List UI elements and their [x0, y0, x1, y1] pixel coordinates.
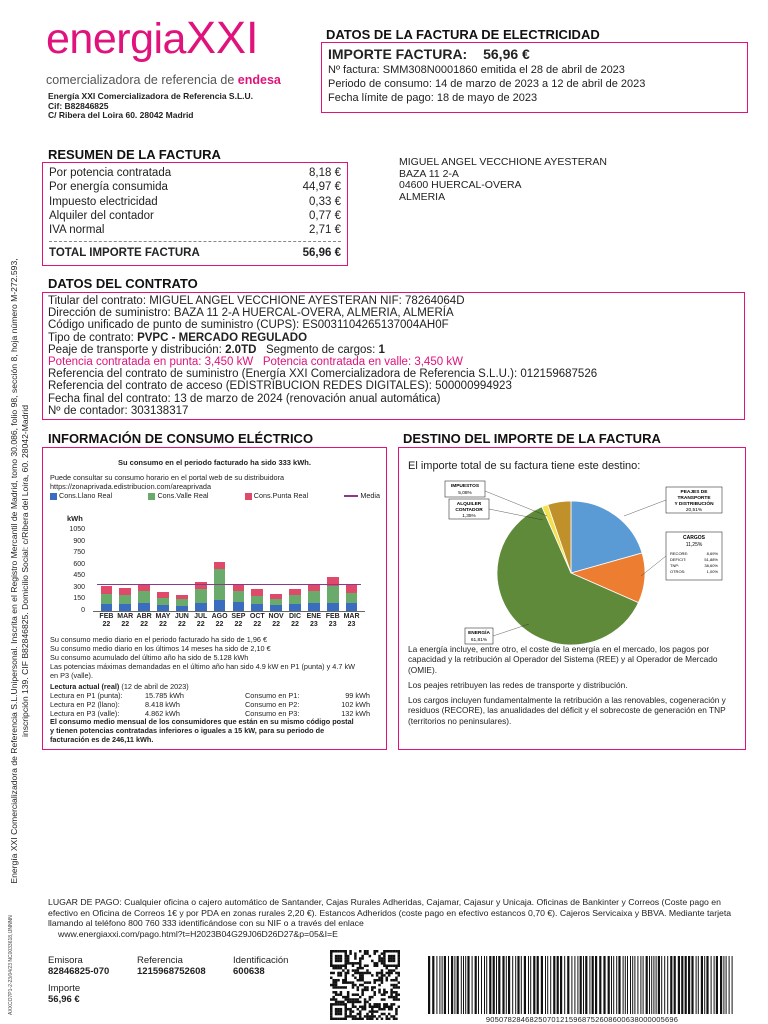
bar-cons-llano-real-3 — [157, 605, 169, 611]
bar-cons-llano-real-10 — [289, 604, 301, 611]
media-line — [97, 584, 361, 585]
x-tick-label: OCT 22 — [249, 613, 265, 628]
x-tick-label: SEP 22 — [231, 613, 246, 628]
invoice-due-date: Fecha límite de pago: 18 de mayo de 2023 — [328, 92, 538, 104]
x-axis — [93, 611, 365, 612]
bar-cons-valle-real-9 — [270, 599, 282, 604]
svg-text:20,51%: 20,51% — [685, 508, 703, 513]
bar-cons-llano-real-13 — [346, 603, 358, 611]
customer-address — [399, 157, 607, 203]
y-tick-label: 450 — [73, 572, 85, 580]
y-tick-label: 300 — [73, 583, 85, 591]
bar-cons-valle-real-4 — [176, 599, 188, 605]
cargos-detail-label: OTROS: — [670, 569, 686, 574]
payment-importe: Importe 56,96 € — [48, 983, 81, 1005]
destination-title: DESTINO DEL IMPORTE DE LA FACTURA — [403, 431, 661, 446]
invoice-header: DATOS DE LA FACTURA DE ELECTRICIDAD — [326, 27, 600, 42]
cargos-detail-value: 8,69% — [706, 551, 718, 556]
logo-brand-energia: energia — [46, 15, 186, 63]
reading-row: Lectura en P2 (llano): 8.418 kWh Consumo en P2: 102 kWh — [50, 700, 370, 709]
svg-text:ENERGÍA: ENERGÍA — [468, 631, 490, 636]
address-street: BAZA 11 2-A — [399, 167, 459, 180]
legend-punta: Cons.Punta Real — [245, 491, 308, 500]
y-tick-label: 900 — [73, 537, 85, 545]
y-tick-label: 0 — [81, 607, 85, 614]
cargos-detail-label: DEFICIT: — [670, 557, 687, 562]
pie-label-energia — [465, 624, 529, 644]
bar-cons-llano-real-0 — [101, 604, 113, 611]
reading-row: Lectura en P1 (punta): 15.785 kWh Consumo en P1: 99 kWh — [50, 691, 370, 700]
bar-cons-llano-real-8 — [251, 604, 263, 611]
x-tick-label: JUL 22 — [194, 613, 208, 628]
legend-llano: Cons.Llano Real — [50, 491, 112, 500]
bar-cons-punta-real-11 — [308, 584, 320, 591]
summary-row: Alquiler del contador 0,77 € — [49, 209, 341, 222]
contract-title: DATOS DEL CONTRATO — [48, 276, 198, 291]
logo — [46, 12, 306, 87]
company-cif: Cif: B82846825 — [48, 100, 109, 111]
y-tick-label: 150 — [73, 595, 85, 603]
bar-cons-punta-real-0 — [101, 586, 113, 593]
consumption-footer-1: El consumo medio mensual de los consumidores que están en su mismo código postal — [50, 717, 354, 726]
logo-brand-xxi: XXI — [185, 12, 259, 63]
bar-cons-llano-real-9 — [270, 605, 282, 611]
invoice-box — [321, 42, 748, 113]
y-tick-label: 600 — [73, 560, 85, 568]
logo-endesa: endesa — [237, 73, 281, 87]
y-tick-label: 750 — [73, 549, 85, 557]
address-province: ALMERIA — [399, 190, 446, 203]
bar-cons-valle-real-8 — [251, 596, 263, 605]
cargos-detail-value: 51,88% — [704, 557, 718, 562]
x-tick-label: ENE 23 — [306, 613, 322, 628]
consumption-box — [42, 447, 387, 750]
side-legal-text: Energía XXI Comercializadora de Referencia S.L.Unipersonal. Inscrita en el Registro Mercantil de Madrid, tomo 30.086, folio 98, sección 8, hoja número M-272.593, inscripción 139. CIF B82846825. Domicilio Social: c/Ribera del Loira, 60. 28042-Madrid — [9, 258, 30, 884]
consumption-title: INFORMACIÓN DE CONSUMO ELÉCTRICO — [48, 431, 314, 446]
barcode-number: 90507828468250701215968752608600638000005696 — [485, 1015, 679, 1024]
bar-cons-llano-real-1 — [119, 604, 131, 611]
summary-row: Por energía consumida 44,97 € — [49, 181, 341, 194]
contract-power: Potencia contratada en punta: 3,450 kW Potencia contratada en valle: 3,450 kW — [48, 356, 463, 369]
bar-cons-valle-real-12 — [327, 586, 339, 604]
payment-link[interactable]: www.energiaxxi.com/pago.html?t=H2023B04G29J06D26D27&p=05&I=E — [58, 928, 338, 939]
bar-cons-llano-real-5 — [195, 603, 207, 611]
invoice-number: Nº factura: SMM308N0001860 emitida el 28 de abril de 2023 — [328, 64, 625, 76]
x-tick-label: AGO 22 — [211, 613, 228, 628]
contract-cups: Código unificado de punto de suministro (CUPS): ES0031104265137004AH0F — [48, 319, 449, 332]
reading-title: Lectura actual (real) — [50, 682, 120, 691]
cargos-detail-label: RECORE: — [670, 551, 689, 556]
bar-cons-llano-real-11 — [308, 603, 320, 611]
summary-total-label: TOTAL IMPORTE FACTURA — [49, 247, 200, 260]
contract-supply-address: Dirección de suministro: BAZA 11 2-A HUERCAL-OVERA, ALMERIA, ALMERÍA — [48, 307, 454, 320]
x-tick-label: DIC 22 — [288, 613, 302, 628]
qr-code — [330, 950, 400, 1020]
y-tick-label: 1050 — [69, 526, 85, 533]
svg-text:61,81%: 61,81% — [470, 638, 488, 643]
svg-text:TRANSPORTE: TRANSPORTE — [677, 496, 711, 501]
x-tick-label: MAR 23 — [343, 613, 360, 628]
company-name: Energía XXI Comercializadora de Referencia S.L.U. — [48, 91, 254, 101]
bar-cons-valle-real-10 — [289, 595, 301, 604]
bar-cons-punta-real-9 — [270, 594, 282, 599]
x-tick-label: ABR 22 — [136, 613, 152, 628]
bar-cons-llano-real-6 — [214, 600, 226, 611]
company-info — [48, 92, 253, 121]
bar-cons-punta-real-3 — [157, 592, 169, 598]
summary-row: Por potencia contratada 8,18 € — [49, 167, 341, 179]
logo-tagline: comercializadora de referencia de — [46, 73, 238, 87]
cargos-detail-value: 1,00% — [706, 569, 718, 574]
bar-cons-punta-real-1 — [119, 588, 131, 595]
summary-total-value: 56,96 € — [302, 247, 341, 260]
pie-label-peajes — [624, 487, 722, 516]
svg-text:1,35%: 1,35% — [462, 514, 476, 519]
invoice-period: Periodo de consumo: 14 de marzo de 2023 a 12 de abril de 2023 — [328, 78, 646, 90]
contract-toll: Peaje de transporte y distribución: 2.0TD Segmento de cargos: 1 — [48, 343, 385, 356]
x-tick-label: MAY 22 — [155, 613, 171, 628]
address-name: MIGUEL ANGEL VECCHIONE AYESTERAN — [399, 156, 607, 168]
summary-row: Impuesto electricidad 0,33 € — [49, 195, 341, 208]
reading-date: (12 de abril de 2023) — [119, 682, 189, 691]
destination-text-tolls: Los peajes retribuyen las redes de transporte y distribución. — [408, 679, 628, 690]
svg-text:CARGOS: CARGOS — [683, 535, 705, 541]
summary-box — [42, 162, 348, 266]
bar-cons-punta-real-6 — [214, 562, 226, 570]
bar-cons-valle-real-1 — [119, 595, 131, 604]
invoice-amount-label: IMPORTE FACTURA: — [328, 46, 468, 62]
bar-cons-llano-real-2 — [138, 603, 150, 611]
summary-title: RESUMEN DE LA FACTURA — [48, 147, 221, 162]
legend-valle: Cons.Valle Real — [148, 491, 208, 500]
payment-emisora: Emisora 82846825-070 — [48, 955, 110, 977]
bar-cons-punta-real-13 — [346, 585, 358, 593]
contract-access-ref: Referencia del contrato de acceso (EDISTRIBUCION REDES DIGITALES): 500000994923 — [48, 380, 512, 393]
consumption-headline: Su consumo en el periodo facturado ha sido 333 kWh. — [118, 458, 311, 467]
bar-cons-punta-real-10 — [289, 589, 301, 595]
contract-type: Tipo de contrato: PVPC - MERCADO REGULADO — [48, 331, 308, 344]
bar-cons-valle-real-5 — [195, 589, 207, 604]
svg-text:CONTADOR: CONTADOR — [455, 508, 483, 513]
contract-end-date: Fecha final del contrato: 13 de marzo de 2024 (renovación anual automática) — [48, 392, 441, 405]
svg-text:11,25%: 11,25% — [685, 542, 703, 548]
bar-cons-valle-real-11 — [308, 591, 320, 603]
contract-holder: Titular del contrato: MIGUEL ANGEL VECCHIONE AYESTERAN NIF: 78264064D — [48, 295, 465, 307]
barcode — [426, 956, 738, 1024]
bar-cons-valle-real-7 — [233, 591, 245, 603]
payment-info — [48, 897, 743, 939]
consumption-footer-3: facturación es de 246,11 kWh. — [50, 735, 154, 744]
consumption-footer-2: y tienen potencias contratadas inferiores o iguales a 15 kW, para su periodo de — [50, 726, 325, 735]
destination-pie-chart — [399, 476, 745, 666]
consumption-note: en P3 (valle). — [50, 671, 93, 680]
cargos-detail-value: 38,60% — [704, 563, 718, 568]
consumption-bar-chart — [43, 448, 388, 648]
reading-row: Lectura en P3 (valle): 4.862 kWh Consumo en P3: 132 kWh — [50, 709, 370, 718]
destination-text-charges: Los cargos incluyen fundamentalmente la retribución a las renovables, cogeneración y residuos (RECORE), las anualidades del déficit y el sobrecoste de generación en TNP (territorios no peninsulares). — [408, 695, 726, 726]
side-code-text: AXXCO7P1-2-23/04/23 NC0033618,IJNNNN — [8, 915, 14, 1015]
bar-cons-punta-real-5 — [195, 582, 207, 589]
x-tick-label: FEB 23 — [325, 613, 340, 628]
x-tick-label: MAR 22 — [117, 613, 134, 628]
contract-box — [42, 292, 745, 420]
svg-text:5,08%: 5,08% — [458, 491, 472, 496]
destination-intro: El importe total de su factura tiene este destino: — [408, 460, 641, 472]
destination-box — [398, 447, 746, 750]
payment-referencia: Referencia 1215968752608 — [137, 955, 206, 977]
bar-cons-valle-real-0 — [101, 594, 113, 604]
svg-text:Y DISTRIBUCIÓN: Y DISTRIBUCIÓN — [674, 502, 714, 507]
consumption-note: Las potencias máximas demandadas en el último año han sido 4.9 kW en P1 (punta) y 4.7 kW — [50, 662, 356, 671]
consumption-intro: Puede consultar su consumo horario en el portal web de su distribuidora — [50, 473, 285, 482]
x-tick-label: JUN 22 — [174, 613, 189, 628]
bar-cons-punta-real-8 — [251, 589, 263, 595]
svg-text:PEAJES DE: PEAJES DE — [680, 490, 708, 495]
consumption-intro-link[interactable]: https://zonaprivada.edistribucion.com/areaprivada — [50, 482, 212, 491]
legend-media: Media — [344, 491, 380, 500]
bar-cons-valle-real-3 — [157, 598, 169, 605]
payment-identificacion: Identificación 600638 — [233, 955, 289, 977]
bar-cons-valle-real-2 — [138, 591, 150, 603]
company-address: C/ Ribera del Loira 60. 28042 Madrid — [48, 110, 194, 120]
consumption-note: Su consumo medio diario en los últimos 14 meses ha sido de 2,10 € — [50, 644, 271, 653]
x-tick-label: NOV 22 — [268, 613, 284, 628]
invoice-amount-value: 56,96 € — [483, 46, 530, 62]
payment-text: LUGAR DE PAGO: Cualquier oficina o cajero automático de Santander, Cajas Rurales Adheridas, Cajamar, Cajasur y Unicaja. Oficinas de Bankinter y Correos (Coste pago en efectivo en Oficina de Correos 1€ y por PDA en zonas rurales 2,20 €). Estancos Adheridos (coste pago en efectivo estancos 0,70 €). Cajeros Servicaixa y BBVA. Mediante tarjeta llamando al teléfono 800 760 333 identificándose con su NIF o a través del enlace — [48, 897, 732, 928]
x-tick-label: FEB 22 — [99, 613, 114, 628]
address-city: 04600 HUERCAL-OVERA — [399, 179, 522, 191]
bar-cons-llano-real-7 — [233, 602, 245, 611]
pie-label-cargos — [641, 532, 722, 580]
svg-text:IMPUESTOS: IMPUESTOS — [450, 484, 480, 489]
bar-cons-valle-real-13 — [346, 593, 358, 603]
svg-text:ALQUILER: ALQUILER — [456, 502, 482, 507]
summary-row: IVA normal 2,71 € — [49, 224, 341, 237]
consumption-note: Su consumo medio diario en el periodo facturado ha sido de 1,96 € — [50, 635, 268, 644]
contract-meter: Nº de contador: 303138317 — [48, 404, 189, 417]
bar-cons-llano-real-12 — [327, 603, 339, 611]
contract-supply-ref: Referencia del contrato de suministro (Energía XXI Comercializadora de Referencia S.L.U.): 012159687526 — [48, 368, 598, 381]
cargos-detail-label: TNP: — [670, 563, 680, 568]
chart-y-label: kWh — [67, 514, 83, 523]
bar-cons-llano-real-4 — [176, 606, 188, 611]
destination-text-energy: La energía incluye, entre otro, el coste de la energía en el mercado, los pagos por capacidad y la retribución al Operador del Sistema (REE) y al Operador de Mercado (OMIE). — [408, 644, 718, 675]
consumption-note: Su consumo acumulado del último año ha sido de 5.128 kWh — [50, 653, 249, 662]
bar-cons-punta-real-4 — [176, 595, 188, 600]
